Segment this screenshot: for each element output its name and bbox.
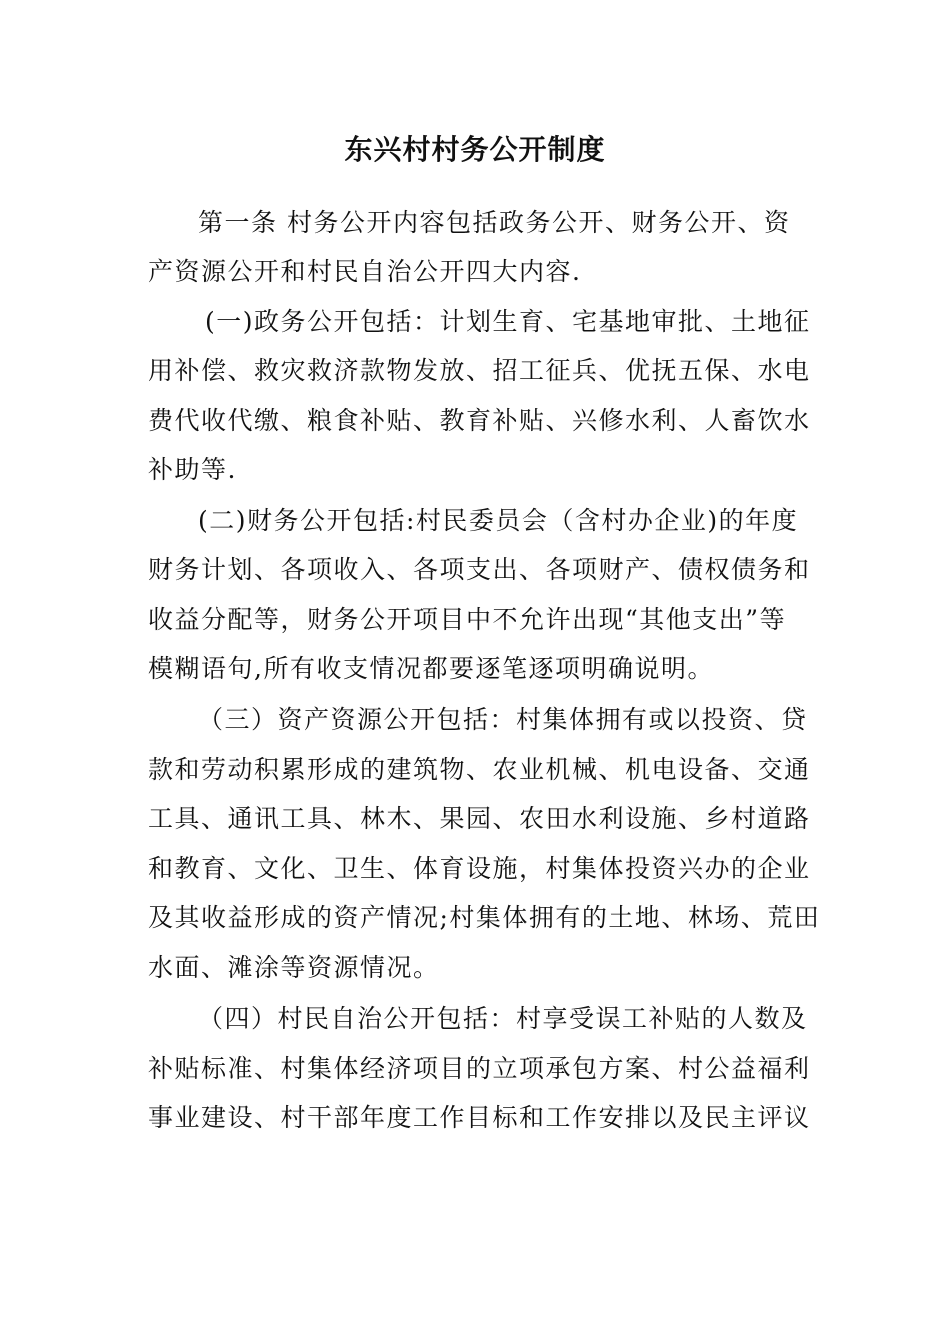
paragraph-line: 用补偿、救灾救济款物发放、招工征兵、优抚五保、水电	[148, 356, 811, 385]
paragraph-line: 产资源公开和村民自治公开四大内容.	[148, 257, 582, 286]
paragraph-line: (二)财务公开包括:村民委员会（含村办企业)的年度	[198, 506, 799, 535]
paragraph-line: 款和劳动积累形成的建筑物、农业机械、机电设备、交通	[148, 755, 811, 784]
paragraph-line: 事业建设、村干部年度工作目标和工作安排以及民主评议	[148, 1103, 811, 1132]
paragraph-line: （四）村民自治公开包括：村享受误工补贴的人数及	[198, 1004, 808, 1033]
paragraph-line: 和教育、文化、卫生、体育设施，村集体投资兴办的企业	[148, 854, 811, 883]
paragraph-line: 水面、滩涂等资源情况。	[148, 953, 440, 982]
paragraph-line: 补助等.	[148, 455, 237, 484]
paragraph-line: 第一条 村务公开内容包括政务公开、财务公开、资	[198, 208, 791, 237]
paragraph-line: （三）资产资源公开包括：村集体拥有或以投资、贷	[198, 705, 808, 734]
paragraph-line: 补贴标准、村集体经济项目的立项承包方案、村公益福利	[148, 1054, 811, 1083]
paragraph-line: (一)政务公开包括：计划生育、宅基地审批、土地征	[205, 307, 811, 336]
paragraph-line: 工具、通讯工具、林木、果园、农田水利设施、乡村道路	[148, 804, 811, 833]
paragraph-line: 及其收益形成的资产情况;村集体拥有的土地、林场、荒田	[148, 903, 821, 932]
paragraph-line: 财务计划、各项收入、各项支出、各项财产、债权债务和	[148, 555, 811, 584]
paragraph-line: 费代收代缴、粮食补贴、教育补贴、兴修水利、人畜饮水	[148, 406, 811, 435]
paragraph-line: 模糊语句,所有收支情况都要逐笔逐项明确说明。	[148, 654, 714, 683]
paragraph-line: 收益分配等，财务公开项目中不允许出现“其他支出”等	[148, 605, 787, 634]
document-title: 东兴村村务公开制度	[344, 133, 606, 166]
